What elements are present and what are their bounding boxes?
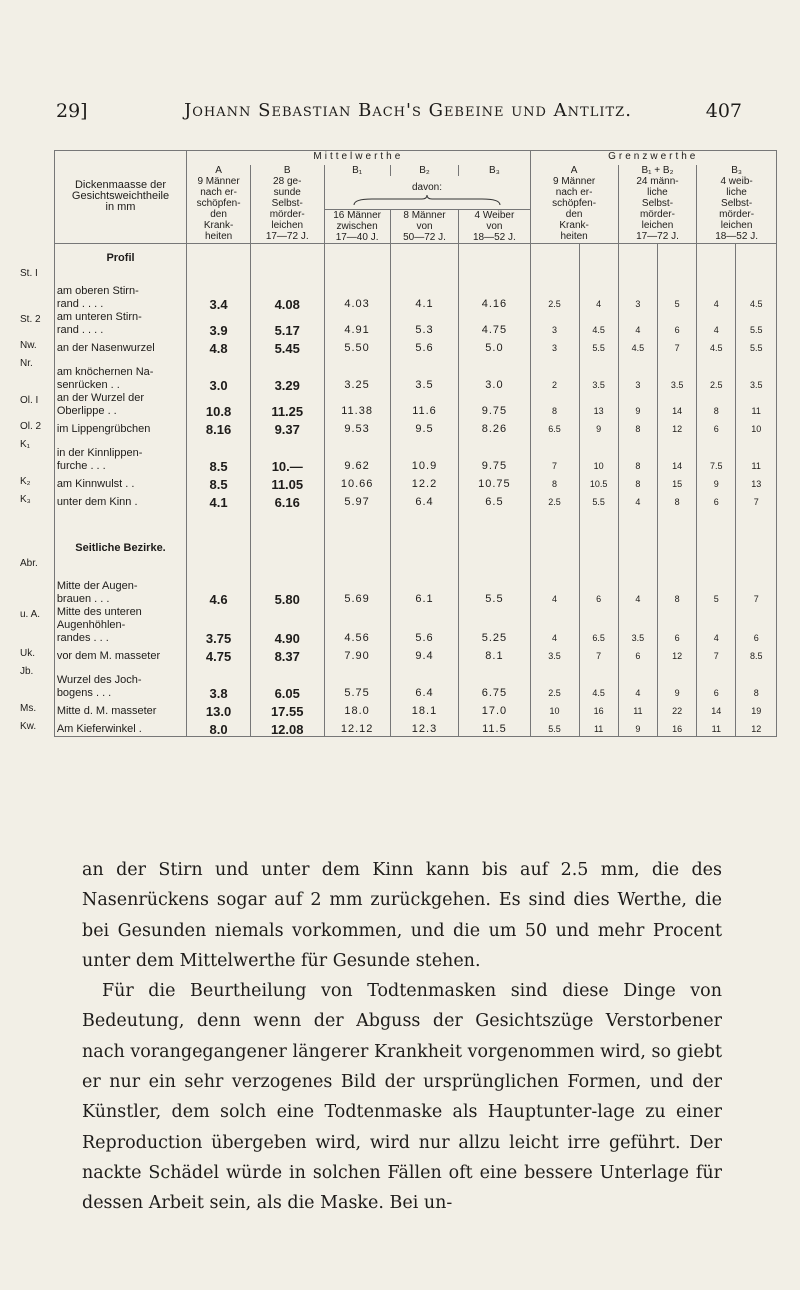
mean-b2: 11.6 <box>390 392 459 418</box>
limit-max: 5.5 <box>579 491 618 509</box>
row-description: am Kinnwulst . . <box>54 473 186 491</box>
limit-min: 7.5 <box>697 436 736 473</box>
limit-min: 5.5 <box>530 718 579 736</box>
mean-a: 3.0 <box>187 355 251 392</box>
limit-min: 14 <box>697 700 736 718</box>
limit-max: 9 <box>579 418 618 436</box>
header-grenz-b3: B₃ 4 weib- liche Selbst- mörder- leichen 18—52 J. <box>697 165 777 244</box>
mean-b2: 6.4 <box>390 663 459 700</box>
row-label: Ol. I <box>20 395 39 406</box>
table-row <box>20 436 777 473</box>
mean-b3: 6.5 <box>459 491 530 509</box>
mean-b1: 5.75 <box>324 663 390 700</box>
mean-b1: 5.50 <box>324 337 390 355</box>
row-description: im Lippengrübchen <box>54 418 186 436</box>
mean-b2: 5.6 <box>390 606 459 645</box>
header-davon <box>324 176 530 210</box>
header-col-b1: B₁ <box>324 165 390 176</box>
mean-b: 8.37 <box>250 645 324 663</box>
section-row <box>20 243 777 265</box>
table-row <box>20 606 777 645</box>
empty-cell <box>187 509 251 555</box>
limit-max: 7 <box>736 555 777 606</box>
mean-b3: 9.75 <box>459 392 530 418</box>
row-label: K₂ <box>20 476 31 487</box>
empty-cell <box>250 243 324 265</box>
limit-max: 10 <box>579 436 618 473</box>
mean-b1: 5.69 <box>324 555 390 606</box>
mean-a: 3.75 <box>187 606 251 645</box>
limit-min: 4 <box>697 606 736 645</box>
header-grenzwerthe: Grenzwerthe <box>530 151 777 165</box>
mean-a: 4.6 <box>187 555 251 606</box>
mean-b1: 4.03 <box>324 265 390 311</box>
limit-max: 3.5 <box>736 355 777 392</box>
row-label: Nr. <box>20 358 33 369</box>
limit-min: 2.5 <box>530 663 579 700</box>
limit-max: 14 <box>657 392 696 418</box>
row-label: Uk. <box>20 648 35 659</box>
mean-a: 4.8 <box>187 337 251 355</box>
mean-b3: 9.75 <box>459 436 530 473</box>
measurement-table <box>20 150 790 737</box>
limit-max: 6 <box>657 311 696 337</box>
limit-max: 13 <box>736 473 777 491</box>
mean-b2: 9.4 <box>390 645 459 663</box>
row-description: am oberen Stirn- rand . . . . <box>54 265 186 311</box>
header-grenz-a: A 9 Männer nach er- schöpfen- den Krank- heiten <box>530 165 618 244</box>
limit-min: 5 <box>697 555 736 606</box>
empty-cell <box>530 509 579 555</box>
mean-a: 10.8 <box>187 392 251 418</box>
davon-label: davon: <box>411 181 443 193</box>
mean-b3: 4.75 <box>459 311 530 337</box>
limit-max: 12 <box>736 718 777 736</box>
mean-b1: 4.56 <box>324 606 390 645</box>
limit-min: 2.5 <box>530 491 579 509</box>
mean-b3: 17.0 <box>459 700 530 718</box>
limit-min: 2.5 <box>697 355 736 392</box>
header-description: Dickenmaasse der Gesichtsweichtheile in mm <box>54 151 186 244</box>
empty-cell <box>530 243 579 265</box>
limit-min: 4 <box>618 491 657 509</box>
empty-cell <box>390 243 459 265</box>
row-label <box>20 509 54 555</box>
limit-min: 8 <box>618 436 657 473</box>
limit-max: 16 <box>579 700 618 718</box>
limit-max: 8 <box>657 491 696 509</box>
table-row <box>20 718 777 736</box>
limit-max: 9 <box>657 663 696 700</box>
mean-b1: 9.62 <box>324 436 390 473</box>
limit-max: 19 <box>736 700 777 718</box>
brace-icon <box>352 195 502 207</box>
row-label: Ms. <box>20 703 37 714</box>
limit-min: 8 <box>530 392 579 418</box>
row-description: am knöchernen Na- senrücken . . <box>54 355 186 392</box>
row-label: St. I <box>20 268 38 279</box>
mean-b2: 5.6 <box>390 337 459 355</box>
limit-min: 8 <box>530 473 579 491</box>
mean-b1: 5.97 <box>324 491 390 509</box>
limit-max: 5 <box>657 265 696 311</box>
limit-max: 5.5 <box>579 337 618 355</box>
mean-b3: 8.1 <box>459 645 530 663</box>
empty-cell <box>324 509 390 555</box>
mean-b2: 18.1 <box>390 700 459 718</box>
header-mittelwerthe: Mittelwerthe <box>187 151 530 165</box>
mean-b2: 6.1 <box>390 555 459 606</box>
mean-b3: 6.75 <box>459 663 530 700</box>
limit-min: 4 <box>697 311 736 337</box>
limit-min: 7 <box>697 645 736 663</box>
header-col-b: B 28 ge- sunde Selbst- mörder- leichen 17—72 J. <box>250 165 324 244</box>
table-row <box>20 555 777 606</box>
empty-cell <box>459 509 530 555</box>
row-label: u. A. <box>20 609 41 620</box>
mean-b: 5.80 <box>250 555 324 606</box>
page-number-left: 29] <box>56 100 88 122</box>
mean-b1: 11.38 <box>324 392 390 418</box>
limit-max: 8.5 <box>736 645 777 663</box>
mean-b1: 7.90 <box>324 645 390 663</box>
mean-b2: 5.3 <box>390 311 459 337</box>
empty-cell <box>579 243 618 265</box>
empty-cell <box>657 509 696 555</box>
limit-max: 16 <box>657 718 696 736</box>
limit-max: 10.5 <box>579 473 618 491</box>
mean-b: 4.08 <box>250 265 324 311</box>
limit-max: 13 <box>579 392 618 418</box>
limit-max: 10 <box>736 418 777 436</box>
limit-min: 7 <box>530 436 579 473</box>
section-lateral: Seitliche Bezirke. <box>54 509 186 555</box>
limit-max: 14 <box>657 436 696 473</box>
limit-min: 11 <box>618 700 657 718</box>
page-number-right: 407 <box>705 100 742 122</box>
limit-min: 6.5 <box>530 418 579 436</box>
limit-max: 11 <box>736 436 777 473</box>
mean-b: 5.17 <box>250 311 324 337</box>
empty-cell <box>187 243 251 265</box>
mean-b3: 3.0 <box>459 355 530 392</box>
limit-min: 4.5 <box>697 337 736 355</box>
table-row <box>20 473 777 491</box>
limit-max: 4.5 <box>736 265 777 311</box>
limit-min: 3 <box>618 355 657 392</box>
limit-min: 8 <box>697 392 736 418</box>
header-b2-sub: 8 Männer von 50—72 J. <box>390 209 459 243</box>
limit-min: 4 <box>697 265 736 311</box>
table-row <box>20 645 777 663</box>
limit-min: 11 <box>697 718 736 736</box>
row-label: K₃ <box>20 494 31 505</box>
limit-min: 8 <box>618 473 657 491</box>
mean-a: 3.8 <box>187 663 251 700</box>
limit-max: 7 <box>736 491 777 509</box>
mean-b: 6.05 <box>250 663 324 700</box>
mean-b: 11.25 <box>250 392 324 418</box>
mean-b1: 18.0 <box>324 700 390 718</box>
mean-b2: 9.5 <box>390 418 459 436</box>
limit-max: 4.5 <box>579 663 618 700</box>
limit-min: 4 <box>530 555 579 606</box>
row-description: Mitte d. M. masseter <box>54 700 186 718</box>
limit-max: 4 <box>579 265 618 311</box>
section-profile: Profil <box>54 243 186 265</box>
limit-max: 6 <box>579 555 618 606</box>
mean-b1: 3.25 <box>324 355 390 392</box>
empty-cell <box>618 509 657 555</box>
limit-min: 3 <box>530 337 579 355</box>
mean-a: 8.0 <box>187 718 251 736</box>
limit-max: 11 <box>736 392 777 418</box>
row-description: Mitte des unteren Augenhöhlen- randes . . . <box>54 606 186 645</box>
limit-max: 8 <box>736 663 777 700</box>
mean-b1: 9.53 <box>324 418 390 436</box>
row-description: Am Kieferwinkel . <box>54 718 186 736</box>
mean-b1: 12.12 <box>324 718 390 736</box>
paragraph-1: an der Stirn und unter dem Kinn kann bis auf 2.5 mm, die des Nasenrückens sogar auf 2 mm zurückgehen. Es sind dies Werthe, die bei Gesunden niemals vorkommen, und die um 50 und mehr Procent unter dem Mittelwerthe für Gesunde stehen. <box>82 860 722 971</box>
header-grenz-b: B₁ + B₂ 24 männ- liche Selbst- mörder- leichen 17—72 J. <box>618 165 696 244</box>
mean-b3: 5.25 <box>459 606 530 645</box>
mean-b3: 4.16 <box>459 265 530 311</box>
row-label: Kw. <box>20 721 37 732</box>
limit-min: 3 <box>618 265 657 311</box>
mean-b2: 3.5 <box>390 355 459 392</box>
table-row <box>20 418 777 436</box>
table-row <box>20 311 777 337</box>
mean-b: 3.29 <box>250 355 324 392</box>
mean-a: 13.0 <box>187 700 251 718</box>
mean-b1: 10.66 <box>324 473 390 491</box>
empty-cell <box>390 509 459 555</box>
limit-min: 4 <box>530 606 579 645</box>
row-label: Abr. <box>20 558 38 569</box>
mean-b: 10.— <box>250 436 324 473</box>
limit-max: 15 <box>657 473 696 491</box>
table-row <box>20 265 777 311</box>
limit-max: 11 <box>579 718 618 736</box>
mean-b: 6.16 <box>250 491 324 509</box>
limit-min: 6 <box>618 645 657 663</box>
empty-cell <box>697 509 736 555</box>
limit-min: 4 <box>618 663 657 700</box>
row-description: vor dem M. masseter <box>54 645 186 663</box>
header-col-b2: B₂ <box>390 165 459 176</box>
row-label: Ol. 2 <box>20 421 42 432</box>
paragraph-2: Für die Beurtheilung von Todtenmasken sind diese Dinge von Bedeutung, denn wenn der Abguss der Gesichtszüge Verstorbener nach vorangegangener längerer Krankheit vorgenommen wird, so giebt er nur ein sehr verzogenes Bild der ursprünglichen Formen, und der Künstler, dem solch eine Todtenmaske als Hauptunter-lage zu einer Reproduction übergeben wird, wird nur allzu leicht irre geführt. Der nackte Schädel würde in solchen Fällen oft eine bessere Unterlage für dessen Arbeit sein, als die Maske. Bei un- <box>82 981 722 1214</box>
section-row <box>20 509 777 555</box>
mean-a: 3.4 <box>187 265 251 311</box>
limit-max: 7 <box>657 337 696 355</box>
limit-max: 5.5 <box>736 311 777 337</box>
row-description: an der Wurzel der Oberlippe . . <box>54 392 186 418</box>
row-description: am unteren Stirn- rand . . . . <box>54 311 186 337</box>
mean-b3: 5.5 <box>459 555 530 606</box>
row-label: Nw. <box>20 340 37 351</box>
mean-b: 5.45 <box>250 337 324 355</box>
limit-max: 4.5 <box>579 311 618 337</box>
empty-cell <box>736 243 777 265</box>
table-row <box>20 491 777 509</box>
mean-a: 8.16 <box>187 418 251 436</box>
limit-max: 3.5 <box>579 355 618 392</box>
limit-max: 8 <box>657 555 696 606</box>
empty-cell <box>250 509 324 555</box>
empty-cell <box>618 243 657 265</box>
limit-min: 4 <box>618 555 657 606</box>
mean-b: 12.08 <box>250 718 324 736</box>
limit-min: 2.5 <box>530 265 579 311</box>
limit-min: 9 <box>618 718 657 736</box>
body-text <box>82 855 722 1219</box>
mean-b2: 12.3 <box>390 718 459 736</box>
limit-max: 22 <box>657 700 696 718</box>
header-col-a: A 9 Männer nach er- schöpfen- den Krank- heiten <box>187 165 251 244</box>
table-row <box>20 392 777 418</box>
mean-b2: 12.2 <box>390 473 459 491</box>
header-b3-sub: 4 Weiber von 18—52 J. <box>459 209 530 243</box>
empty-cell <box>657 243 696 265</box>
empty-cell <box>697 243 736 265</box>
limit-min: 8 <box>618 418 657 436</box>
mean-a: 8.5 <box>187 473 251 491</box>
row-label <box>20 243 54 265</box>
limit-min: 9 <box>697 473 736 491</box>
table-row <box>20 700 777 718</box>
limit-min: 6 <box>697 663 736 700</box>
mean-b3: 8.26 <box>459 418 530 436</box>
limit-max: 6 <box>736 606 777 645</box>
row-description: unter dem Kinn . <box>54 491 186 509</box>
mean-b3: 5.0 <box>459 337 530 355</box>
running-title: Johann Sebastian Bach's Gebeine und Antlitz. <box>184 100 632 121</box>
mean-b3: 10.75 <box>459 473 530 491</box>
limit-max: 7 <box>579 645 618 663</box>
row-description: Wurzel des Joch- bogens . . . <box>54 663 186 700</box>
mean-a: 4.1 <box>187 491 251 509</box>
mean-b1: 4.91 <box>324 311 390 337</box>
mean-a: 3.9 <box>187 311 251 337</box>
limit-max: 3.5 <box>657 355 696 392</box>
mean-b3: 11.5 <box>459 718 530 736</box>
empty-cell <box>579 509 618 555</box>
limit-max: 12 <box>657 645 696 663</box>
limit-min: 4.5 <box>618 337 657 355</box>
header-b1-sub: 16 Männer zwischen 17—40 J. <box>324 209 390 243</box>
limit-min: 3.5 <box>618 606 657 645</box>
limit-min: 2 <box>530 355 579 392</box>
mean-b: 4.90 <box>250 606 324 645</box>
row-description: in der Kinnlippen- furche . . . <box>54 436 186 473</box>
row-description: Mitte der Augen- brauen . . . <box>54 555 186 606</box>
limit-max: 12 <box>657 418 696 436</box>
mean-a: 8.5 <box>187 436 251 473</box>
row-label: K₁ <box>20 439 31 450</box>
limit-min: 6 <box>697 491 736 509</box>
limit-min: 6 <box>697 418 736 436</box>
limit-min: 9 <box>618 392 657 418</box>
limit-max: 5.5 <box>736 337 777 355</box>
mean-b: 17.55 <box>250 700 324 718</box>
limit-min: 4 <box>618 311 657 337</box>
mean-a: 4.75 <box>187 645 251 663</box>
mean-b2: 6.4 <box>390 491 459 509</box>
empty-cell <box>459 243 530 265</box>
running-header <box>48 96 748 126</box>
limit-max: 6.5 <box>579 606 618 645</box>
table-row <box>20 355 777 392</box>
empty-cell <box>736 509 777 555</box>
header-col-b3: B₃ <box>459 165 530 176</box>
table-body <box>20 243 777 736</box>
table-row <box>20 663 777 700</box>
mean-b2: 10.9 <box>390 436 459 473</box>
table-row <box>20 337 777 355</box>
limit-min: 3.5 <box>530 645 579 663</box>
limit-min: 3 <box>530 311 579 337</box>
limit-min: 10 <box>530 700 579 718</box>
mean-b: 9.37 <box>250 418 324 436</box>
limit-max: 6 <box>657 606 696 645</box>
empty-cell <box>324 243 390 265</box>
row-description: an der Nasenwurzel <box>54 337 186 355</box>
mean-b: 11.05 <box>250 473 324 491</box>
row-label: Jb. <box>20 666 34 677</box>
row-label: St. 2 <box>20 314 41 325</box>
mean-b2: 4.1 <box>390 265 459 311</box>
